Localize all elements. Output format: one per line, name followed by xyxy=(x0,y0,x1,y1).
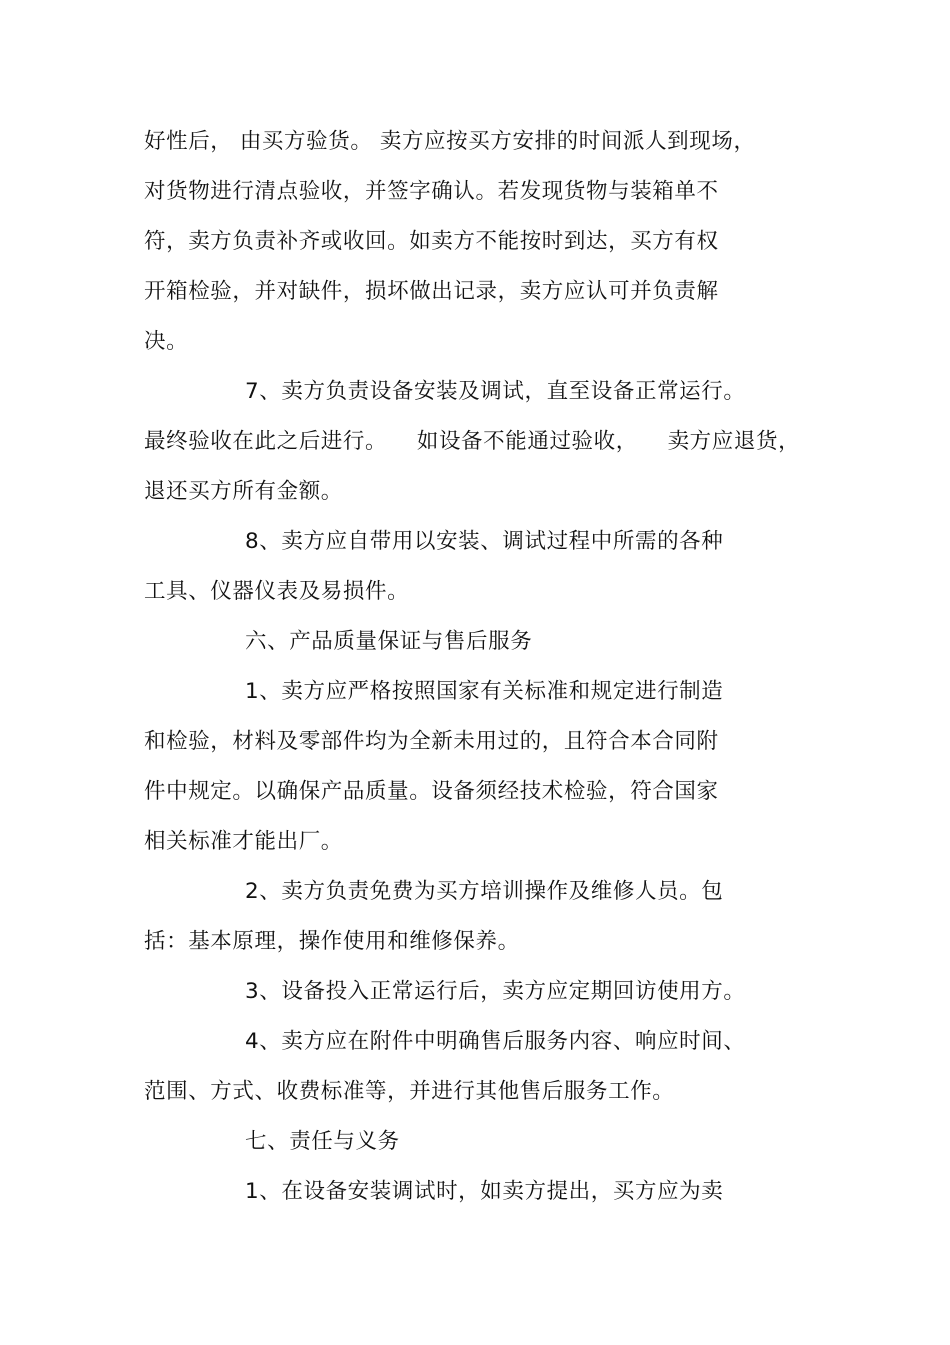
text-line: 最终验收在此之后进行。 如设备不能通过验收， 卖方应退货， xyxy=(144,429,801,454)
text-line: 范围、方式、收费标准等，并进行其他售后服务工作。 xyxy=(144,1079,675,1104)
text-line: 和检验，材料及零部件均为全新未用过的，且符合本合同附 xyxy=(144,729,719,754)
text-line: 工具、仪器仪表及易损件。 xyxy=(144,579,410,604)
text-line: 1、卖方应严格按照国家有关标准和规定进行制造 xyxy=(245,679,724,704)
section-heading: 六、产品质量保证与售后服务 xyxy=(245,629,533,654)
text-line: 退还买方所有金额。 xyxy=(144,479,343,504)
text-line: 括：基本原理，操作使用和维修保养。 xyxy=(144,929,520,954)
text-line: 好性后， 由买方验货。 卖方应按买方安排的时间派人到现场， xyxy=(144,129,756,154)
text-line: 开箱检验，并对缺件，损坏做出记录，卖方应认可并负责解 xyxy=(144,279,719,304)
text-line: 8、卖方应自带用以安装、调试过程中所需的各种 xyxy=(245,529,724,554)
text-line: 3、设备投入正常运行后，卖方应定期回访使用方。 xyxy=(245,979,746,1004)
text-line: 1、在设备安装调试时，如卖方提出，买方应为卖 xyxy=(245,1179,724,1204)
section-heading: 七、责任与义务 xyxy=(245,1129,400,1154)
text-line: 相关标准才能出厂。 xyxy=(144,829,343,854)
text-line: 件中规定。以确保产品质量。设备须经技术检验，符合国家 xyxy=(144,779,719,804)
text-line: 4、卖方应在附件中明确售后服务内容、响应时间、 xyxy=(245,1029,746,1054)
text-line: 决。 xyxy=(144,329,189,354)
text-line: 2、卖方负责免费为买方培训操作及维修人员。包 xyxy=(245,879,724,904)
text-line: 符，卖方负责补齐或收回。如卖方不能按时到达，买方有权 xyxy=(144,229,719,254)
text-line: 7、卖方负责设备安装及调试，直至设备正常运行。 xyxy=(245,379,746,404)
text-line: 对货物进行清点验收，并签字确认。若发现货物与装箱单不 xyxy=(144,179,719,204)
